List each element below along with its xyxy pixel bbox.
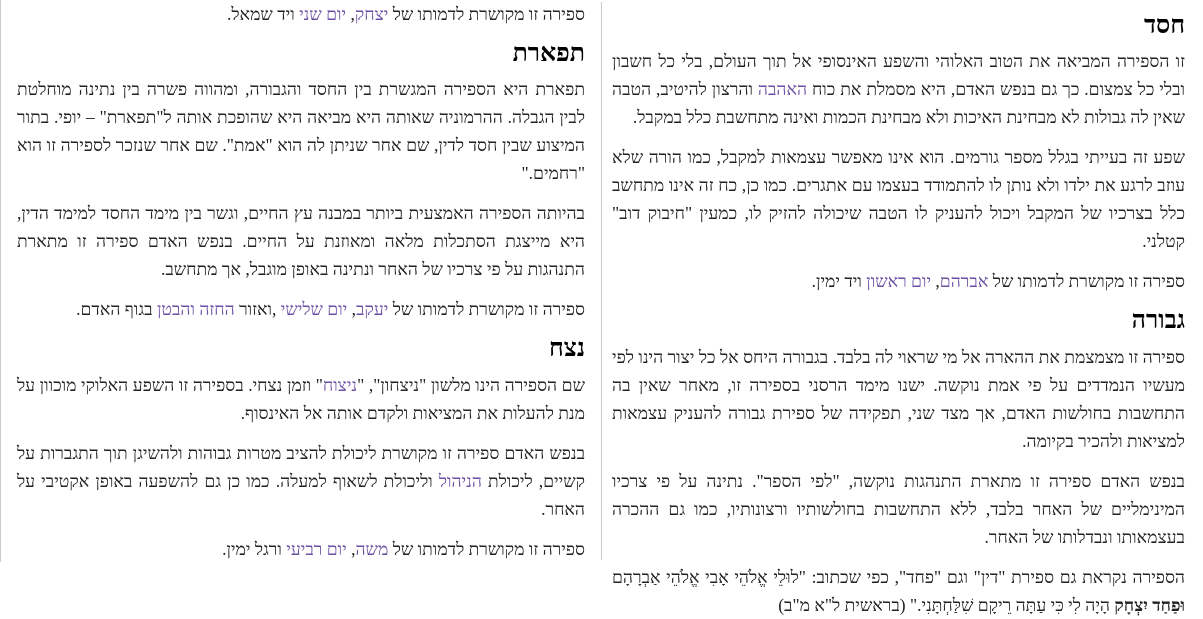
- column-divider: [601, 2, 602, 560]
- section-heading: נצח: [548, 335, 585, 363]
- text-run: ,ואזור: [234, 299, 281, 320]
- paragraph: [612, 47, 1185, 131]
- paragraph: [612, 563, 1185, 619]
- text-run: שפע זה בעייתי בגלל מספר גורמים. הוא אינו מאפשר עצמאות למקבל, כמו הורה שלא עוזב לרגע את ילדו ולא נותן לו להתמודד בעצמו עם אתגרים. כמו כן, כח זה אינו מתחשב כלל בצרכיו של המקבל ויכול להעניק לו הטבה שיכולה להזיק לו, כמעין "חיבוק דוב" קטלני.: [612, 147, 1185, 252]
- text-run: ספירה זו מצמצמת את ההארה אל מי שראוי לה בלבד. בגבורה היחס אל כל יצור הינו לפי מעשיו הנמדדים על פי אמת נוקשה. ישנו מימד הרסני בספירה זו, מאחר שאין בה התחשבות בחולשות האדם, אך מצד שני, תפקידה של ספירת גבורה להעניק עצמאות למציאות ולהכיר בקיומה.: [612, 346, 1185, 451]
- wiki-link[interactable]: החזה והבטן: [156, 299, 235, 320]
- wiki-link[interactable]: יום שלישי: [280, 299, 348, 320]
- paragraph: [17, 199, 585, 283]
- section-heading: גבורה: [1131, 307, 1185, 335]
- paragraph: [17, 0, 585, 28]
- text-run: וליכולת לשאוף למעלה. כמו כן גם להשפעה באופן אקטיבי על האחר.: [17, 470, 585, 519]
- wiki-link[interactable]: משה: [355, 538, 389, 559]
- paragraph: [612, 467, 1185, 551]
- text-run: בהיותה הספירה האמצעית ביותר במבנה עץ החיים, וגשר בין מימד החסד למימד הדין, היא מייצגת הסתכלות מלאה ומאוזנת על החיים. בנפש האדם ספירה זו מתארת התנהגות על פי צרכיו של האחר ונתינה באופן מוגבל, אך מתחשב.: [17, 203, 585, 280]
- paragraph: [17, 535, 585, 563]
- text-run: הספירה נקראת גם ספירת "דין" וגם "פחד", כפי שכתוב: "לוּלֵי אֱלֹהֵי אָבִי אֱלֹהֵי אַבְרָהָם: [612, 566, 1185, 587]
- paragraph: [17, 371, 585, 427]
- text-run: ספירה זו מקושרת לדמותו של: [388, 538, 585, 559]
- wiki-link[interactable]: יום ראשון: [866, 271, 932, 292]
- text-run: שם הספירה הינו מלשון "ניצחון", ": [357, 374, 585, 395]
- text-run: ,: [347, 299, 357, 320]
- text-run: והרצון להיטיב, הטבה שאין לה גבולות לא מבחינת האיכות ולא מבחינת הכמות ואינה מתחשבת כלל במקבל.: [612, 79, 1185, 128]
- section-heading: חסד: [1143, 12, 1185, 39]
- paragraph: [612, 343, 1185, 455]
- text-run: ,: [931, 271, 940, 292]
- text-run: בגוף האדם.: [76, 299, 157, 320]
- paragraph: [612, 267, 1185, 295]
- column-left: [0, 0, 601, 562]
- text-run: תפארת היא הספירה המגשרת בין החסד והגבורה, ומהווה פשרה בין נתינה מוחלטת לבין הגבלה. ההרמוניה שאותה היא מביאה היא שהופכת אותה ל"תפארת" – יופי. בתור המיצוע שבין חסד לדין, שם אחר שניתן לה הוא "אמת". שם אחר שנזכר לספירה זו הוא "רחמים.": [17, 79, 585, 184]
- section-heading: תפארת: [512, 40, 585, 67]
- emphasized-text: וּפַחַד יִצְחָק: [1114, 594, 1185, 615]
- text-run: הָיָה לִי כִּי עַתָּה רֵיקָם שִׁלַּחְתָּנִי." (בראשית ל"א מ"ב): [778, 594, 1115, 615]
- wiki-link[interactable]: ניצוח: [322, 374, 358, 395]
- paragraph: [612, 143, 1185, 255]
- text-run: בנפש האדם ספירה זו מקושרת ליכולת להציב מטרות גבוהות ולהשיגן תוך התגברות על קשיים, ליכולת: [17, 442, 585, 491]
- text-run: ספירה זו מקושרת לדמותו של: [988, 271, 1185, 292]
- text-run: ,: [346, 538, 356, 559]
- text-run: ספירה זו מקושרת לדמותו של: [388, 299, 585, 320]
- wiki-link[interactable]: האהבה: [757, 79, 808, 100]
- text-run: " וזמן נצחי. בספירה זו השפע האלוקי מוכוון על מנת להעלות את המציאות ולקדם אותה אל האינסוף.: [17, 374, 585, 423]
- wiki-link[interactable]: יעקב: [356, 299, 389, 320]
- wiki-link[interactable]: הניהול: [438, 470, 482, 491]
- wiki-link[interactable]: יצחק: [354, 4, 389, 24]
- text-run: ויד ימין.: [811, 271, 867, 292]
- paragraph: [17, 439, 585, 523]
- text-run: ספירה זו מקושרת לדמותו של: [388, 4, 585, 24]
- text-run: ,: [346, 4, 355, 24]
- paragraph: [17, 295, 585, 323]
- text-run: זו הספירה המביאה את הטוב האלוהי והשפע האינסופי אל תוך העולם, בלי כל חשבון ובלי כל צמצום. כך גם בנפש האדם, היא מסמלת את כוח: [612, 51, 1185, 100]
- paragraph: [17, 75, 585, 187]
- column-right: [602, 0, 1203, 615]
- wiki-link[interactable]: יום שני: [299, 4, 347, 24]
- text-run: ויד שמאל.: [227, 4, 300, 24]
- wiki-link[interactable]: אברהם: [939, 271, 989, 292]
- text-run: בנפש האדם ספירה זו מתארת התנהגות נוקשה, "לפי הספר". נתינה על פי צרכיו המינימליים של האחר בלבד, ללא התחשבות בחולשותיו ורצונותיו, כמו גם ההכרה בעצמאותו ונבדלותו של האחר.: [612, 470, 1185, 547]
- text-run: ורגל ימין.: [222, 538, 287, 559]
- wiki-link[interactable]: יום רביעי: [286, 538, 347, 559]
